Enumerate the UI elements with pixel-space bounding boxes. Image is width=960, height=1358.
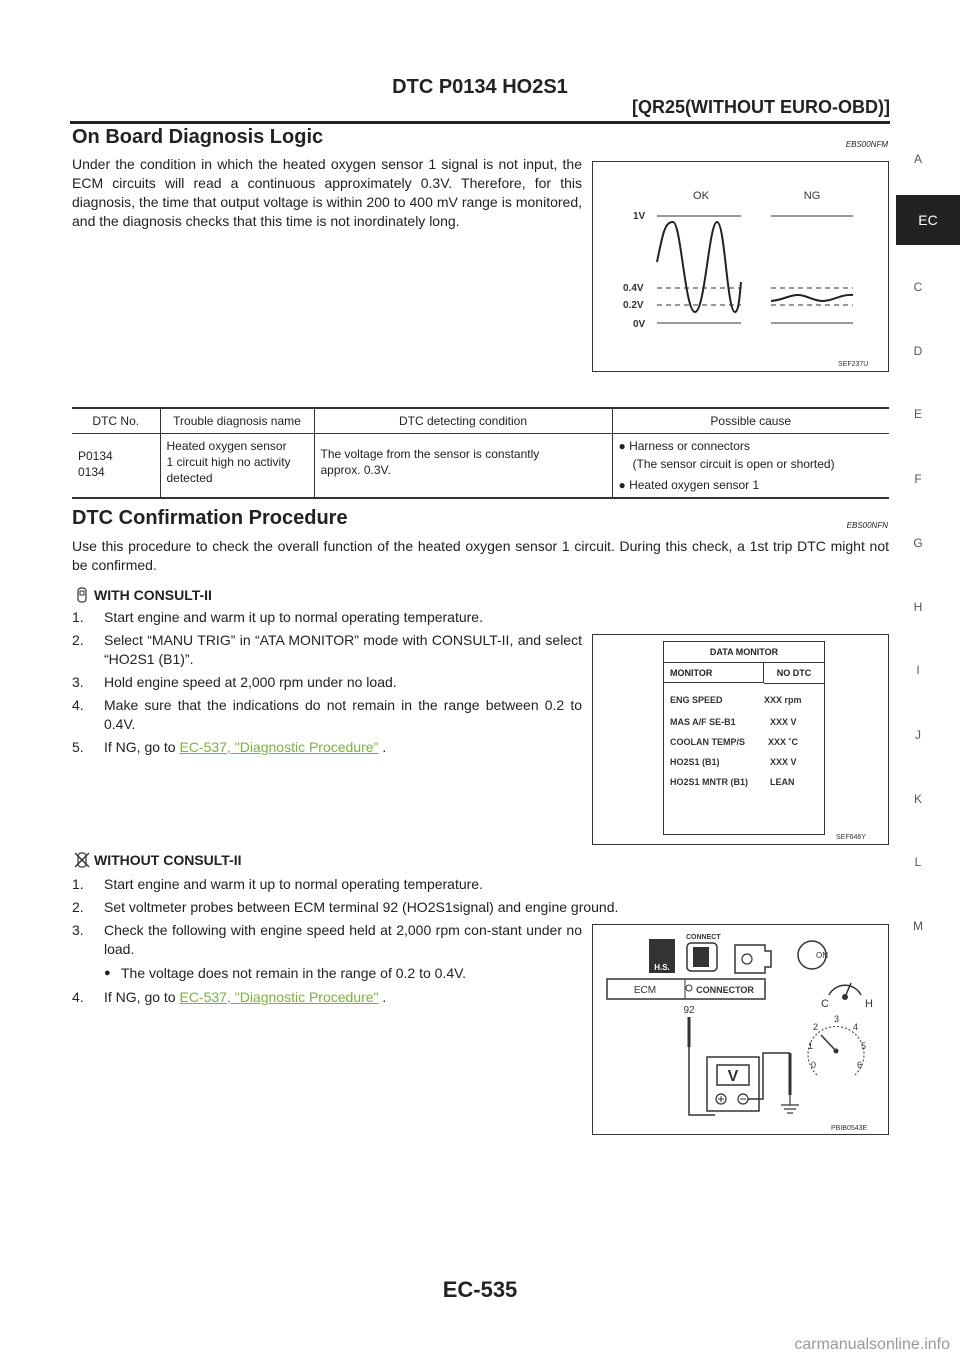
data-monitor-screen bbox=[663, 641, 825, 835]
monitor-item-value: XXX V bbox=[770, 757, 797, 767]
side-tab-f[interactable]: F bbox=[914, 472, 922, 486]
on-label: ON bbox=[816, 951, 828, 960]
side-tab-g[interactable]: G bbox=[913, 536, 923, 550]
step-text-lead: If NG, go to bbox=[104, 739, 176, 755]
gauge-c-label: C bbox=[821, 998, 829, 1010]
dtc-cell-condition bbox=[314, 434, 612, 498]
dtc-no-secondary: 0134 bbox=[78, 465, 105, 479]
section-title-obd-logic: On Board Diagnosis Logic bbox=[72, 126, 324, 148]
connector-label: CONNECTOR bbox=[696, 985, 754, 995]
diag-name-line: Heated oxygen sensor bbox=[166, 439, 287, 453]
page-title: DTC P0134 HO2S1 bbox=[392, 76, 568, 98]
without-step-3 bbox=[72, 921, 582, 959]
dtc-table-row bbox=[72, 434, 889, 498]
without-step-2 bbox=[72, 898, 889, 917]
ok-waveform bbox=[657, 222, 741, 312]
data-monitor-title: DATA MONITOR bbox=[664, 642, 824, 663]
link-suffix: . bbox=[378, 989, 387, 1005]
side-tab-i[interactable]: I bbox=[916, 663, 920, 677]
dtc-col-header: Trouble diagnosis name bbox=[160, 409, 314, 434]
monitor-item-label: HO2S1 (B1) bbox=[670, 757, 720, 767]
tachometer-needle bbox=[821, 1035, 836, 1051]
dtc-cell-no bbox=[72, 434, 160, 498]
side-tab-e[interactable]: E bbox=[913, 407, 922, 421]
without-step-1 bbox=[72, 875, 889, 894]
temp-gauge-icon bbox=[829, 985, 861, 995]
label-ng: NG bbox=[803, 190, 821, 202]
monitor-item-value: XXX ˚C bbox=[768, 737, 799, 747]
step-number: 1. bbox=[72, 609, 84, 625]
with-consult-heading-text: WITH CONSULT-II bbox=[94, 587, 212, 603]
step-text: Start engine and warm it up to normal operating temperature. bbox=[104, 609, 483, 625]
with-consult-heading bbox=[74, 587, 212, 603]
dtc-table-wrapper bbox=[72, 407, 889, 499]
label-ok: OK bbox=[693, 190, 709, 202]
terminal-pin bbox=[686, 985, 692, 991]
with-step-3 bbox=[72, 673, 582, 692]
step-number: 2. bbox=[72, 632, 84, 648]
side-tab-j[interactable]: J bbox=[915, 728, 921, 742]
with-step-2 bbox=[72, 631, 582, 669]
section-code-confirmation: EBS00NFN bbox=[846, 521, 888, 530]
step-number: 3. bbox=[72, 922, 84, 938]
step-text: Make sure that the indications do not remain in the range between 0.2 to 0.4V. bbox=[104, 697, 582, 732]
figure-code-pbib0543e: PBIB0543E bbox=[831, 1125, 868, 1132]
monitor-item-label: COOLAN TEMP/S bbox=[670, 737, 746, 747]
hs-label: H.S. bbox=[654, 963, 670, 972]
cause-detail: (The sensor circuit is open or shorted) bbox=[632, 457, 835, 471]
with-step-5 bbox=[72, 738, 582, 757]
obd-logic-text: Under the condition in which the heated oxygen sensor 1 signal is not input, the ECM circuits will read a continuous approximately 0.3V. Therefore, for this diagnosis, the time that output voltage is within 200 to 400 mV range is monitored, and the diagnosis checks that this time is not inordinately long. bbox=[72, 156, 582, 229]
data-monitor-figure bbox=[592, 634, 889, 845]
tach-mark: 2 bbox=[813, 1022, 819, 1032]
diag-name-line: detected bbox=[166, 471, 213, 485]
bullet-text: The voltage does not remain in the range of 0.2 to 0.4V. bbox=[121, 965, 467, 981]
step-text: Set voltmeter probes between ECM terminal 92 (HO2S1signal) and engine ground. bbox=[104, 899, 619, 915]
engine-icon-detail bbox=[742, 954, 752, 964]
bullet-icon: ● bbox=[104, 967, 111, 979]
tach-mark: 3 bbox=[834, 1014, 840, 1024]
step-text: Select “MANU TRIG” in “ATA MONITOR” mode with CONSULT-II, and select “HO2S1 (B1)”. bbox=[104, 632, 582, 667]
connector-plug-body bbox=[693, 947, 709, 967]
with-step-4 bbox=[72, 696, 582, 734]
consult-tool-icon bbox=[74, 587, 90, 603]
dtc-cell-name bbox=[160, 434, 314, 498]
monitor-item-label: ENG SPEED bbox=[670, 695, 723, 705]
bullet-icon: ● bbox=[618, 478, 626, 492]
cause-item: Harness or connectors bbox=[629, 439, 750, 453]
without-consult-heading-text: WITHOUT CONSULT-II bbox=[94, 852, 242, 868]
step-text: Check the following with engine speed held at 2,000 rpm con-stant under no load. bbox=[104, 922, 582, 957]
step-number: 4. bbox=[72, 989, 84, 1005]
ecm-label: ECM bbox=[633, 985, 657, 996]
label-1v: 1V bbox=[633, 211, 646, 222]
figure-code-sef237u: SEF237U bbox=[838, 361, 869, 368]
diagnostic-procedure-link[interactable]: EC-537, "Diagnostic Procedure" bbox=[179, 739, 379, 755]
cause-item: Heated oxygen sensor 1 bbox=[629, 478, 760, 492]
voltmeter-letter: V bbox=[727, 1068, 739, 1085]
monitor-item-value: LEAN bbox=[770, 777, 795, 787]
tach-mark: 6 bbox=[857, 1060, 863, 1070]
gauge-h-label: H bbox=[865, 998, 873, 1010]
section-code-obd-logic: EBS00NFM bbox=[845, 140, 888, 149]
step-number: 5. bbox=[72, 739, 84, 755]
label-02v: 0.2V bbox=[623, 300, 644, 311]
ground-lead bbox=[748, 1053, 790, 1099]
condition-line: The voltage from the sensor is constantly bbox=[320, 447, 540, 461]
watermark: carmanualsonline.info bbox=[794, 1336, 950, 1353]
page-number: EC-535 bbox=[442, 1277, 518, 1302]
ng-waveform bbox=[771, 295, 853, 301]
step-text bbox=[104, 738, 582, 757]
monitor-item-label: HO2S1 MNTR (B1) bbox=[670, 777, 749, 787]
voltmeter-diagram bbox=[593, 925, 888, 1134]
bullet-icon: ● bbox=[618, 439, 626, 453]
dtc-col-header: DTC detecting condition bbox=[314, 409, 612, 434]
side-tab-ec-active[interactable]: EC bbox=[896, 195, 960, 245]
dtc-col-header: Possible cause bbox=[612, 409, 889, 434]
tach-mark: 0 bbox=[811, 1060, 817, 1070]
link-suffix: . bbox=[378, 739, 387, 755]
step-text: Hold engine speed at 2,000 rpm under no load. bbox=[104, 674, 397, 690]
step-number: 4. bbox=[72, 697, 84, 713]
monitor-item-label: MAS A/F SE-B1 bbox=[670, 717, 736, 727]
no-dtc-col-header: NO DTC bbox=[764, 663, 824, 684]
without-step-3-bullet bbox=[104, 964, 584, 983]
engine-icon bbox=[735, 945, 771, 973]
side-tab-l[interactable]: L bbox=[914, 855, 922, 869]
terminal-number: 92 bbox=[683, 1005, 695, 1016]
side-tab-h[interactable]: H bbox=[913, 600, 923, 614]
condition-line: approx. 0.3V. bbox=[320, 463, 391, 477]
tach-mark: 4 bbox=[853, 1022, 859, 1032]
dtc-cell-cause bbox=[612, 434, 889, 498]
dtc-table-header-row bbox=[72, 409, 889, 434]
page-subtitle: [QR25(WITHOUT EURO-OBD)] bbox=[632, 97, 890, 117]
figure-code-sef646y: SEF646Y bbox=[836, 834, 866, 841]
with-step-1 bbox=[72, 608, 582, 627]
voltmeter-figure bbox=[592, 924, 889, 1135]
dtc-col-header: DTC No. bbox=[72, 409, 160, 434]
monitor-item-value: XXX rpm bbox=[764, 695, 802, 705]
header-rule bbox=[70, 121, 890, 124]
step-text-lead: If NG, go to bbox=[104, 989, 176, 1005]
monitor-item-value: XXX V bbox=[770, 717, 797, 727]
side-tab-m[interactable]: M bbox=[913, 919, 923, 933]
voltage-waveform-diagram bbox=[593, 162, 888, 371]
diagnostic-procedure-link[interactable]: EC-537, "Diagnostic Procedure" bbox=[179, 989, 379, 1005]
dtc-table bbox=[72, 409, 889, 497]
label-04v: 0.4V bbox=[623, 283, 644, 294]
step-number: 2. bbox=[72, 899, 84, 915]
without-step-4 bbox=[72, 988, 582, 1007]
step-text bbox=[104, 988, 582, 1007]
without-consult-heading bbox=[74, 852, 242, 868]
tach-mark: 5 bbox=[861, 1041, 867, 1051]
tach-mark: 1 bbox=[808, 1041, 814, 1051]
monitor-col-header: MONITOR bbox=[664, 663, 764, 683]
label-0v: 0V bbox=[633, 319, 646, 330]
dtc-no-primary: P0134 bbox=[78, 449, 113, 463]
side-tab-k[interactable]: K bbox=[913, 792, 922, 806]
side-tab-a[interactable]: A bbox=[913, 152, 922, 166]
step-number: 1. bbox=[72, 876, 84, 892]
section-title-confirmation: DTC Confirmation Procedure bbox=[72, 507, 348, 529]
step-text: Start engine and warm it up to normal operating temperature. bbox=[104, 876, 483, 892]
voltage-waveform-figure bbox=[592, 161, 889, 372]
confirmation-text: Use this procedure to check the overall function of the heated oxygen sensor 1 circuit. During this check, a 1st trip DTC might not be confirmed. bbox=[72, 538, 889, 573]
no-consult-icon bbox=[74, 852, 90, 868]
step-number: 3. bbox=[72, 674, 84, 690]
side-tab-d[interactable]: D bbox=[913, 344, 923, 358]
side-tab-c[interactable]: C bbox=[913, 280, 923, 294]
connect-label: CONNECT bbox=[686, 934, 721, 941]
diag-name-line: 1 circuit high no activity bbox=[166, 455, 291, 469]
